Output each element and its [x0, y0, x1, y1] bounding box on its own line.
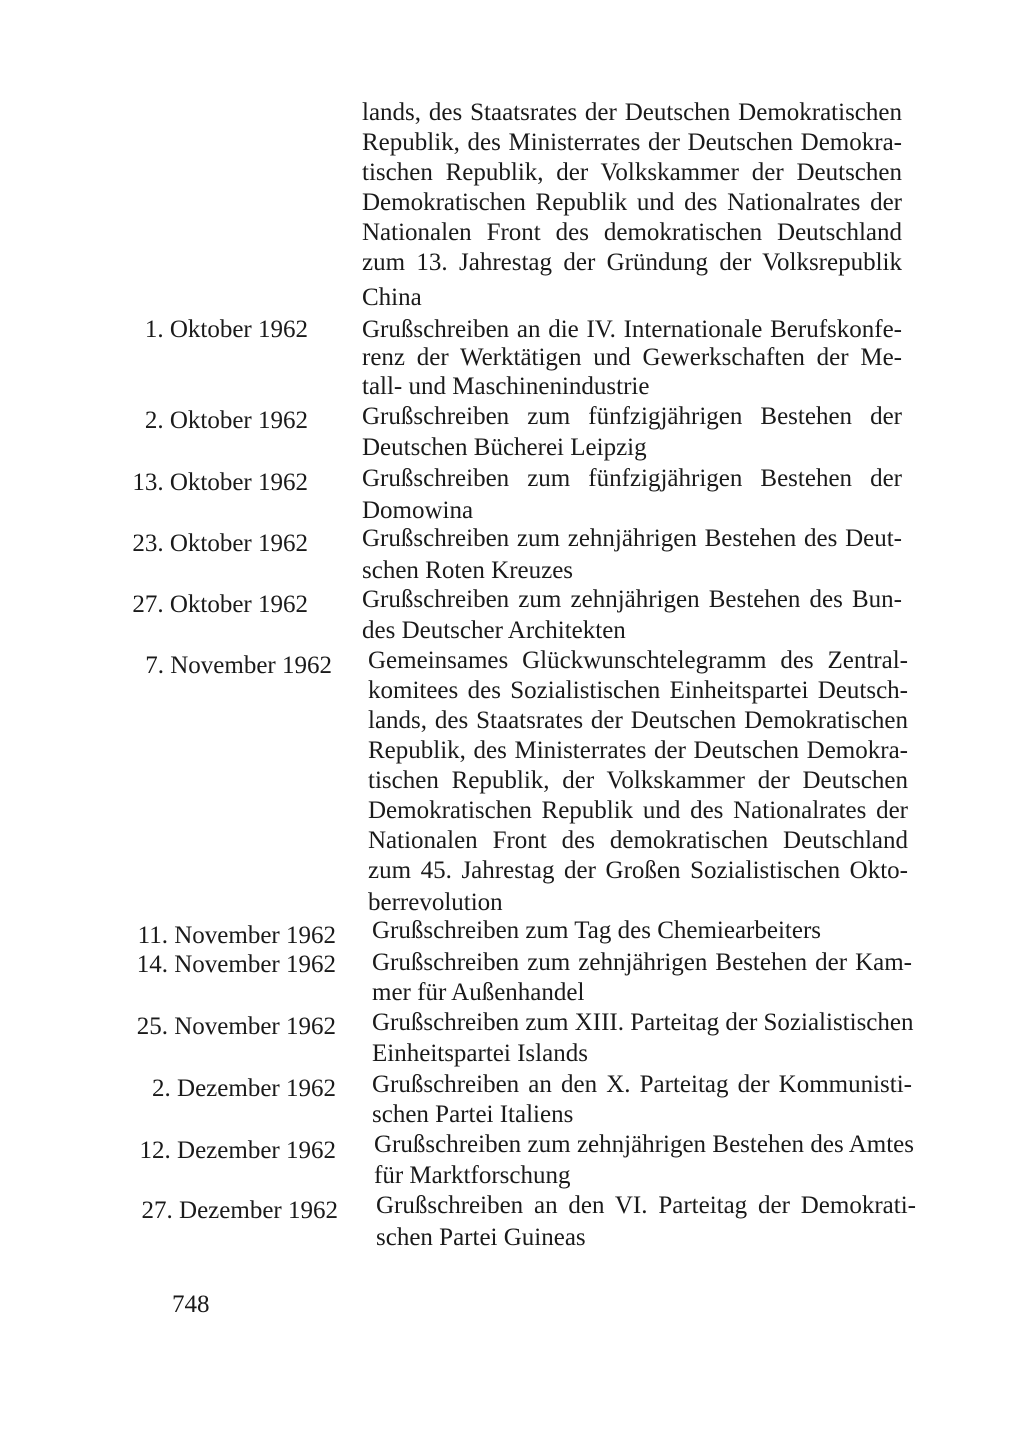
entry-line: Grußschreiben zum zehnjährigen Bestehen des Amtes	[374, 1131, 914, 1158]
entry-line: Grußschreiben zum XIII. Parteitag der Sozialistischen	[372, 1009, 914, 1036]
entry-line: schen Partei Guineas	[376, 1224, 586, 1251]
entry-line: des Deutscher Architekten	[362, 617, 626, 644]
entry-line: Grußschreiben an den VI. Parteitag der Demokrati-	[376, 1192, 916, 1219]
continuation-line: Nationalen Front des demokratischen Deutschland	[362, 219, 902, 246]
continuation-line: tischen Republik, der Volkskammer der Deutschen	[362, 159, 902, 186]
entry-date: 2. Dezember 1962	[152, 1075, 336, 1102]
entry-date: 12. Dezember 1962	[139, 1137, 336, 1164]
continuation-line: Republik, des Ministerrates der Deutschen Demokra-	[362, 129, 902, 156]
entry-date: 2. Oktober 1962	[144, 407, 308, 434]
continuation-line: China	[362, 284, 422, 311]
entry-line: Grußschreiben an den X. Parteitag der Kommunisti-	[372, 1071, 912, 1098]
entry-line: berrevolution	[368, 889, 503, 916]
entry-line: Demokratischen Republik und des Nationalrates der	[368, 797, 908, 824]
entry-date: 14. November 1962	[136, 951, 336, 978]
entry-date: 27. Dezember 1962	[141, 1197, 338, 1224]
entry-date: 25. November 1962	[136, 1013, 336, 1040]
entry-line: zum 45. Jahrestag der Großen Sozialistischen Okto-	[368, 857, 908, 884]
entry-line: lands, des Staatsrates der Deutschen Demokratischen	[368, 707, 908, 734]
entry-line: Deutschen Bücherei Leipzig	[362, 434, 647, 461]
entry-line: komitees des Sozialistischen Einheitspartei Deutsch-	[368, 677, 908, 704]
entry-line: Grußschreiben zum Tag des Chemiearbeiters	[372, 917, 822, 944]
entry-line: Nationalen Front des demokratischen Deutschland	[368, 827, 908, 854]
entry-date: 1. Oktober 1962	[144, 316, 308, 343]
entry-date: 27. Oktober 1962	[132, 591, 308, 618]
entry-line: Grußschreiben zum zehnjährigen Bestehen der Kam-	[372, 949, 912, 976]
entry-line: tall- und Maschinenindustrie	[362, 373, 650, 400]
entry-date: 13. Oktober 1962	[132, 469, 308, 496]
entry-line: schen Partei Italiens	[372, 1101, 574, 1128]
entry-line: mer für Außenhandel	[372, 979, 585, 1006]
entry-line: Grußschreiben zum zehnjährigen Bestehen des Deut-	[362, 525, 902, 552]
entry-line: Grußschreiben zum zehnjährigen Bestehen des Bun-	[362, 586, 902, 613]
entry-line: renz der Werktätigen und Gewerkschaften der Me-	[362, 344, 902, 371]
entry-line: Republik, des Ministerrates der Deutschen Demokra-	[368, 737, 908, 764]
continuation-line: zum 13. Jahrestag der Gründung der Volksrepublik	[362, 249, 902, 276]
entry-date: 11. November 1962	[137, 922, 336, 949]
entry-line: Grußschreiben an die IV. Internationale Berufskonfe-	[362, 316, 902, 343]
entry-date: 23. Oktober 1962	[132, 530, 308, 557]
continuation-line: Demokratischen Republik und des Nationalrates der	[362, 189, 902, 216]
entry-line: Gemeinsames Glückwunschtelegramm des Zentral-	[368, 647, 908, 674]
entry-line: für Marktforschung	[374, 1162, 571, 1189]
entry-line: Domowina	[362, 497, 474, 524]
entry-line: Grußschreiben zum fünfzigjährigen Bestehen der	[362, 403, 902, 430]
entry-line: tischen Republik, der Volkskammer der Deutschen	[368, 767, 908, 794]
entry-line: Grußschreiben zum fünfzigjährigen Bestehen der	[362, 465, 902, 492]
continuation-line: lands, des Staatsrates der Deutschen Demokratischen	[362, 99, 902, 126]
page-number: 748	[172, 1291, 210, 1318]
entry-date: 7. November 1962	[145, 652, 332, 679]
entry-line: schen Roten Kreuzes	[362, 557, 574, 584]
entry-line: Einheitspartei Islands	[372, 1040, 588, 1067]
